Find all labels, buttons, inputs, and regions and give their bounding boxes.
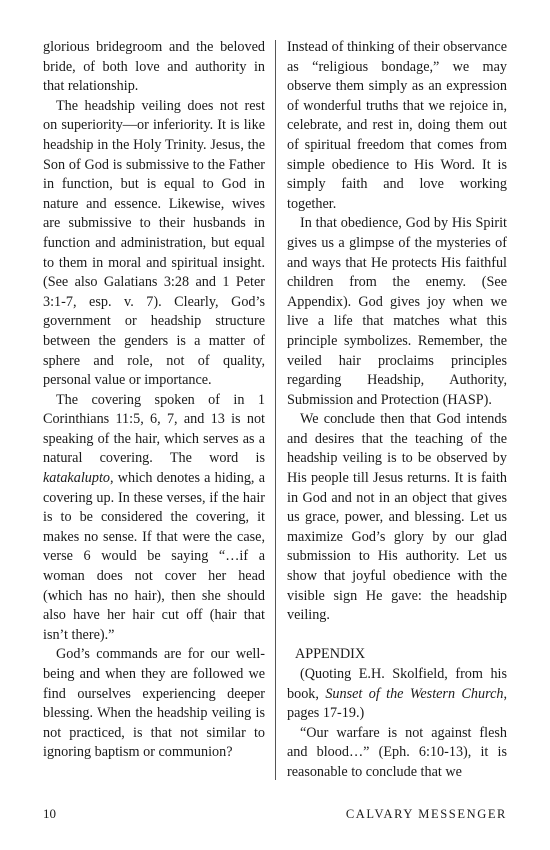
left-column — [43, 38, 265, 763]
paragraph — [43, 391, 265, 646]
paragraph — [287, 665, 507, 724]
column-divider — [275, 40, 276, 780]
text-run: , pages 17-19.) — [287, 685, 508, 722]
book-title: Sunset of the Western Church — [325, 685, 504, 702]
text-run: The covering spoken of in 1 Corinthians 11:5, 6, 7, and 13 is not speaking of the hair, which serves as a natural covering. The word is — [43, 391, 265, 467]
text-run: (Quoting E.H. Skolfield, from his book, — [287, 666, 507, 702]
paragraph: glorious bridegroom and the beloved bride, of both love and authority in that relationship. — [43, 39, 265, 95]
paragraph: “Our warfare is not against flesh and blood…” (Eph. 6:10-13), it is reasonable to conclude that we — [287, 724, 507, 780]
paragraph: The headship veiling does not rest on superiority—or inferiority. It is like headship in the Holy Trinity. Jesus, the Son of God is submissive to the Father in function, but is equal to God in nature and essence. Likewise, wives are submissive to their husbands in function and administration, but equal to them in moral and spiritual insight. (See also Galatians 3:28 and 1 Peter 3:1-7, esp. v. 7). Clearly, God’s government or headship structure between the genders is a matter of sphere and role, not of quality, personal value or importance. — [43, 97, 265, 389]
paragraph: Instead of thinking of their observance as “religious bondage,” we may observe them simply as an expression of wonderful truths that we rejoice in, celebrate, and rest in, doing them out of spiritual freedom that comes from simple obedience to His Word. It is simply faith and love working together. — [287, 39, 507, 212]
page-number: 10 — [43, 806, 56, 821]
section-heading: APPENDIX — [295, 646, 366, 663]
paragraph: In that obedience, God by His Spirit gives us a glimpse of the mysteries of and ways that He protects His faithful children from the enemy. (See Appendix). God gives joy when we live a life that matches what this principle symbolizes. Remember, the veiled hair proclaims principles regarding Headship, Authority, Submission and Protection (HASP). — [287, 215, 507, 408]
paragraph: We conclude then that God intends and desires that the teaching of the headship veiling is to be observed by His people till Jesus returns. It is faith in God and not in an object that gives us grace, power, and blessing. Let us maximize God’s glory by our glad submission to His authority. Let us show that joyful obedience with the visible sign He gave: the headship veiling. — [287, 411, 507, 624]
italic-term: katakalupto — [43, 470, 110, 487]
paragraph: God’s commands are for our well-being and when they are followed we find ourselves experiencing deeper blessing. When the headship veiling is not practiced, is that not similar to ignoring baptism or communion? — [43, 646, 265, 761]
right-column — [287, 38, 507, 783]
running-footer: CALVARY MESSENGER — [345, 807, 507, 821]
text-run: , which denotes a hiding, a covering up. In these verses, if the hair is to be considered the covering, it makes no sense. If that were the case, verse 6 would be saying “…if a woman does not cover her head (which has no hair), then she should also have her hair cut off (hair that isn’t there).” — [43, 470, 265, 643]
